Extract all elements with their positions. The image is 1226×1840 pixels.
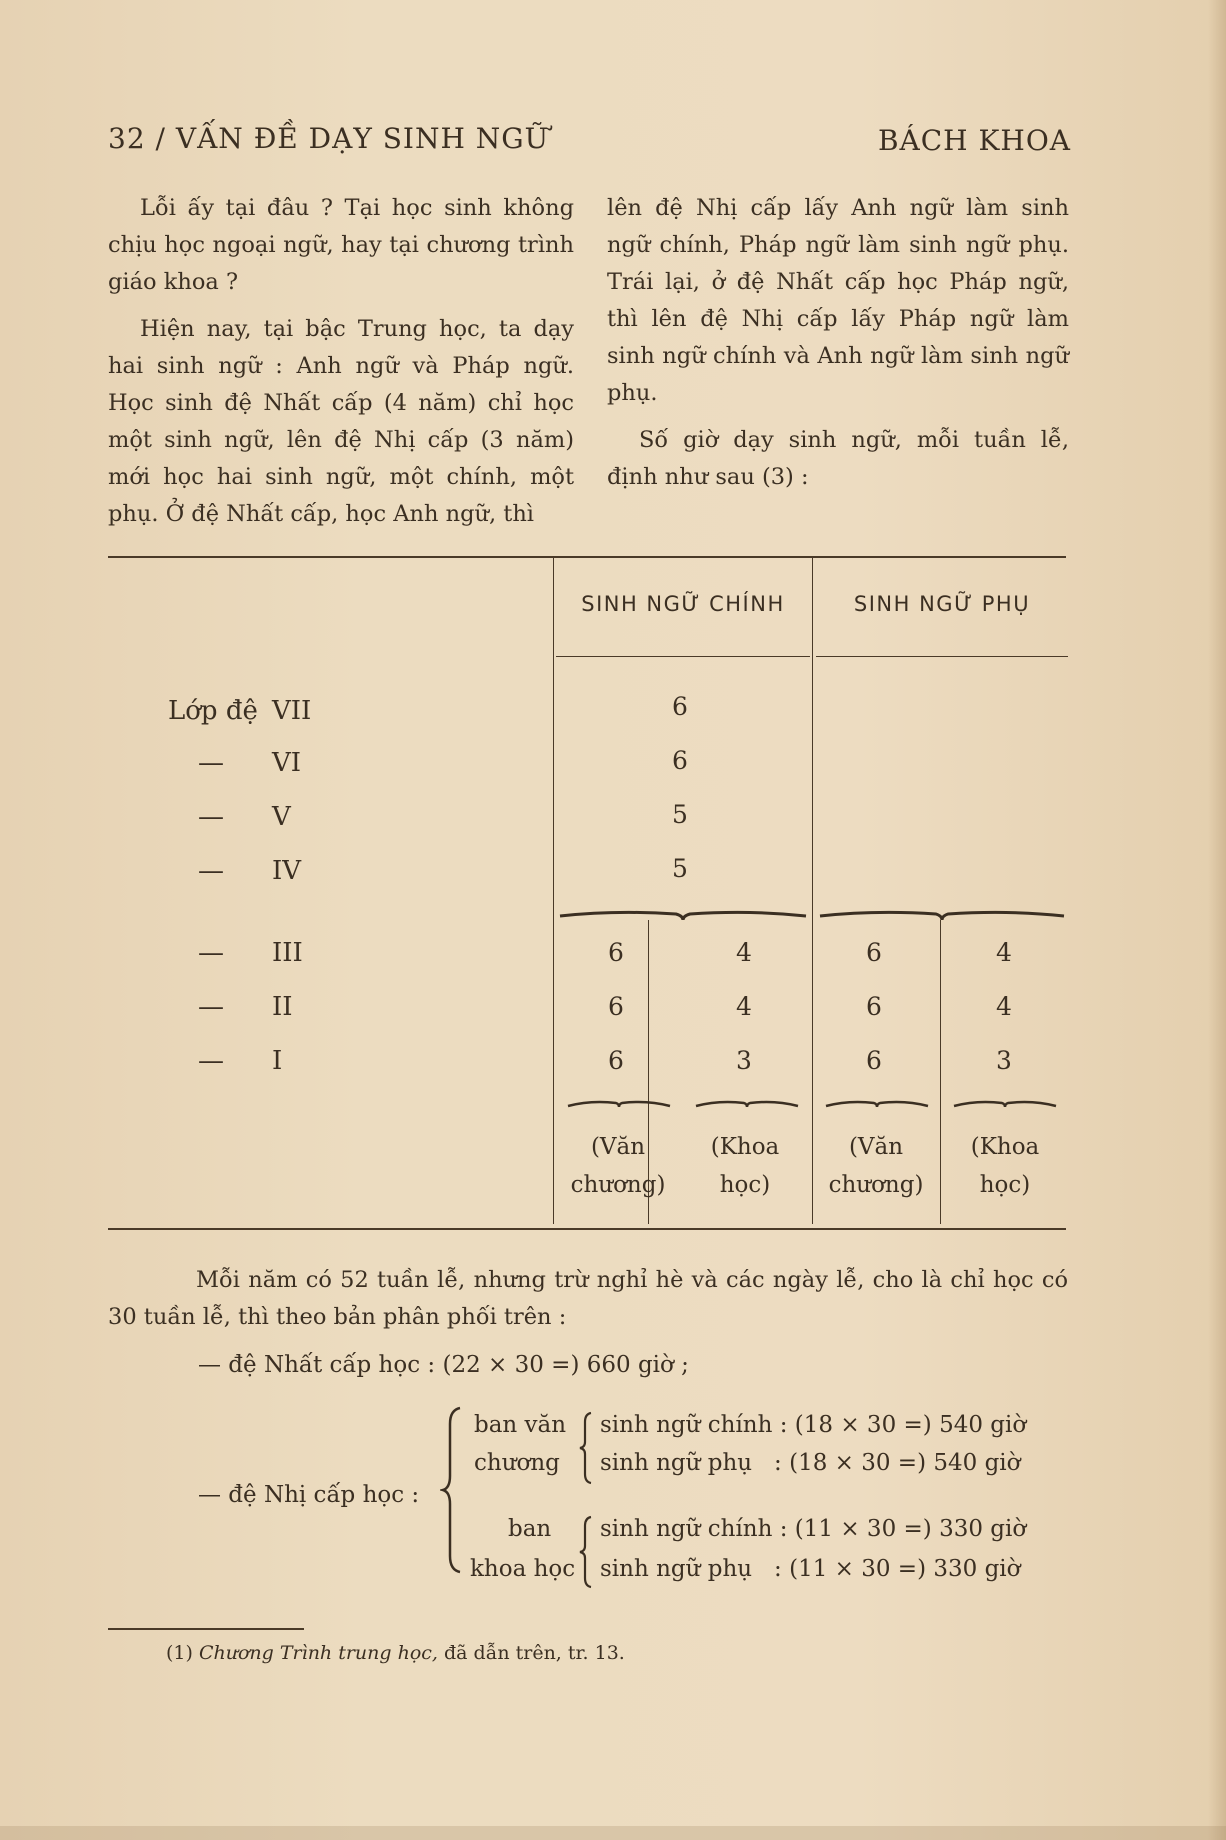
hours-i-phu-van: 6 [866,1046,882,1075]
small-brace-van [578,1410,594,1486]
brace-sub-2 [694,1094,800,1112]
header-underline-chinh [556,656,810,657]
footnote-rule [108,1628,304,1630]
row-dash: — [198,802,224,832]
table-vline-sub-phu [940,920,941,1224]
hours-iii-chinh-khoa: 4 [736,938,752,967]
big-brace [440,1404,464,1576]
row-label-iv: IV [272,856,302,886]
sub-label-khoa-hoc-1: (Khoa học) [710,1134,780,1198]
hours-i-phu-khoa: 3 [996,1046,1012,1075]
row-dash: — [198,1046,224,1076]
van-chinh-line: sinh ngữ chính : (18 × 30 =) 540 giờ [600,1412,1027,1438]
hours-ii-phu-khoa: 4 [996,992,1012,1021]
row-label-i: I [272,1046,283,1076]
left-column [108,190,574,533]
hours-vi: 6 [672,746,688,775]
sub-label-van-chuong-1: (Văn chương) [570,1134,666,1198]
right-paragraph-2: Số giờ dạy sinh ngữ, mỗi tuần lễ, định như sau (3) : [607,427,1069,490]
hours-i-chinh-khoa: 3 [736,1046,752,1075]
khoa-phu-line: sinh ngữ phụ : (11 × 30 =) 330 giờ [600,1556,1021,1582]
page-edge-shadow [1208,0,1226,1840]
page-bottom-edge [0,1826,1226,1840]
row-label-ii: II [272,992,293,1022]
table-vline-1 [553,558,554,1224]
row-dash: — [198,856,224,886]
right-paragraph-1: lên đệ Nhị cấp lấy Anh ngữ làm sinh ngữ chính, Pháp ngữ làm sinh ngữ phụ. Trái lại, ở đệ Nhất cấp học Pháp ngữ, thì lên đệ Nhị cấp lấy Pháp ngữ làm sinh ngữ chính và Anh ngữ làm sinh ngữ phụ. [607,195,1069,406]
khoa-chinh-line: sinh ngữ chính : (11 × 30 =) 330 giờ [600,1516,1027,1542]
sub-label-van-chuong-2: (Văn chương) [828,1134,924,1198]
hours-ii-phu-van: 6 [866,992,882,1021]
sub-label-khoa-hoc-2: (Khoa học) [970,1134,1040,1198]
brace-sub-4 [952,1094,1058,1112]
brace-sub-1 [566,1094,672,1112]
right-column [607,190,1069,496]
row-label-iii: III [272,938,303,968]
table-top-rule [108,556,1066,558]
table-vline-2 [812,558,813,1224]
row-dash: — [198,992,224,1022]
running-header-left: 32 / VẤN ĐỀ DẠY SINH NGỮ [108,122,550,155]
hours-v: 5 [672,800,688,829]
nhat-cap-line: — đệ Nhất cấp học : (22 × 30 =) 660 giờ ; [198,1352,689,1378]
hours-ii-chinh-khoa: 4 [736,992,752,1021]
row-label-vii: VII [272,696,312,726]
nhi-cap-label: — đệ Nhị cấp học : [198,1482,420,1508]
small-brace-khoa [578,1514,594,1590]
left-paragraph-1: Lỗi ấy tại đâu ? Tại học sinh không chịu học ngoại ngữ, hay tại chương trình giáo khoa ? [108,195,574,295]
hours-iii-phu-van: 6 [866,938,882,967]
row-dash: — [198,938,224,968]
footnote-title: Chương Trình trung học, [198,1642,438,1664]
ban-van-line-1: ban văn [474,1412,567,1438]
left-paragraph-2: Hiện nay, tại bậc Trung học, ta dạy hai sinh ngữ : Anh ngữ và Pháp ngữ. Học sinh đệ Nhất cấp (4 năm) chỉ học một sinh ngữ, lên đệ Nhị cấp (3 năm) mới học hai sinh ngữ, một chính, một phụ. Ở đệ Nhất cấp, học Anh ngữ, thì [108,316,574,527]
row-label-v: V [272,802,291,832]
running-header-right: BÁCH KHOA [877,124,1071,157]
hours-ii-chinh-van: 6 [608,992,624,1021]
ban-khoa-line-1: ban [508,1516,552,1542]
hours-iii-phu-khoa: 4 [996,938,1012,967]
header-underline-phu [816,656,1068,657]
row-dash: — [198,748,224,778]
hours-i-chinh-van: 6 [608,1046,624,1075]
table-bottom-rule [108,1228,1066,1230]
row-label-vi: VI [272,748,302,778]
hours-iv: 5 [672,854,688,883]
body-paragraph: Mỗi năm có 52 tuần lễ, nhưng trừ nghỉ hè và các ngày lễ, cho là chỉ học có 30 tuần lễ, thì theo bản phân phối trên : [108,1267,1068,1330]
ban-khoa-line-2: khoa học [470,1556,576,1582]
van-phu-line: sinh ngữ phụ : (18 × 30 =) 540 giờ [600,1450,1021,1476]
footnote-rest: đã dẫn trên, tr. 13. [444,1642,625,1664]
brace-split-phu [816,902,1068,924]
header-sinh-ngu-phu: SINH NGỮ PHỤ [853,592,1031,616]
brace-split-chinh [556,902,810,924]
row-label-prefix: Lớp đệ [168,696,258,726]
hours-iii-chinh-van: 6 [608,938,624,967]
header-sinh-ngu-chinh: SINH NGỮ CHÍNH [581,592,785,616]
footnote-number: (1) [166,1642,193,1664]
brace-sub-3 [824,1094,930,1112]
ban-van-line-2: chương [474,1450,560,1476]
hours-vii: 6 [672,692,688,721]
footnote [166,1642,625,1664]
